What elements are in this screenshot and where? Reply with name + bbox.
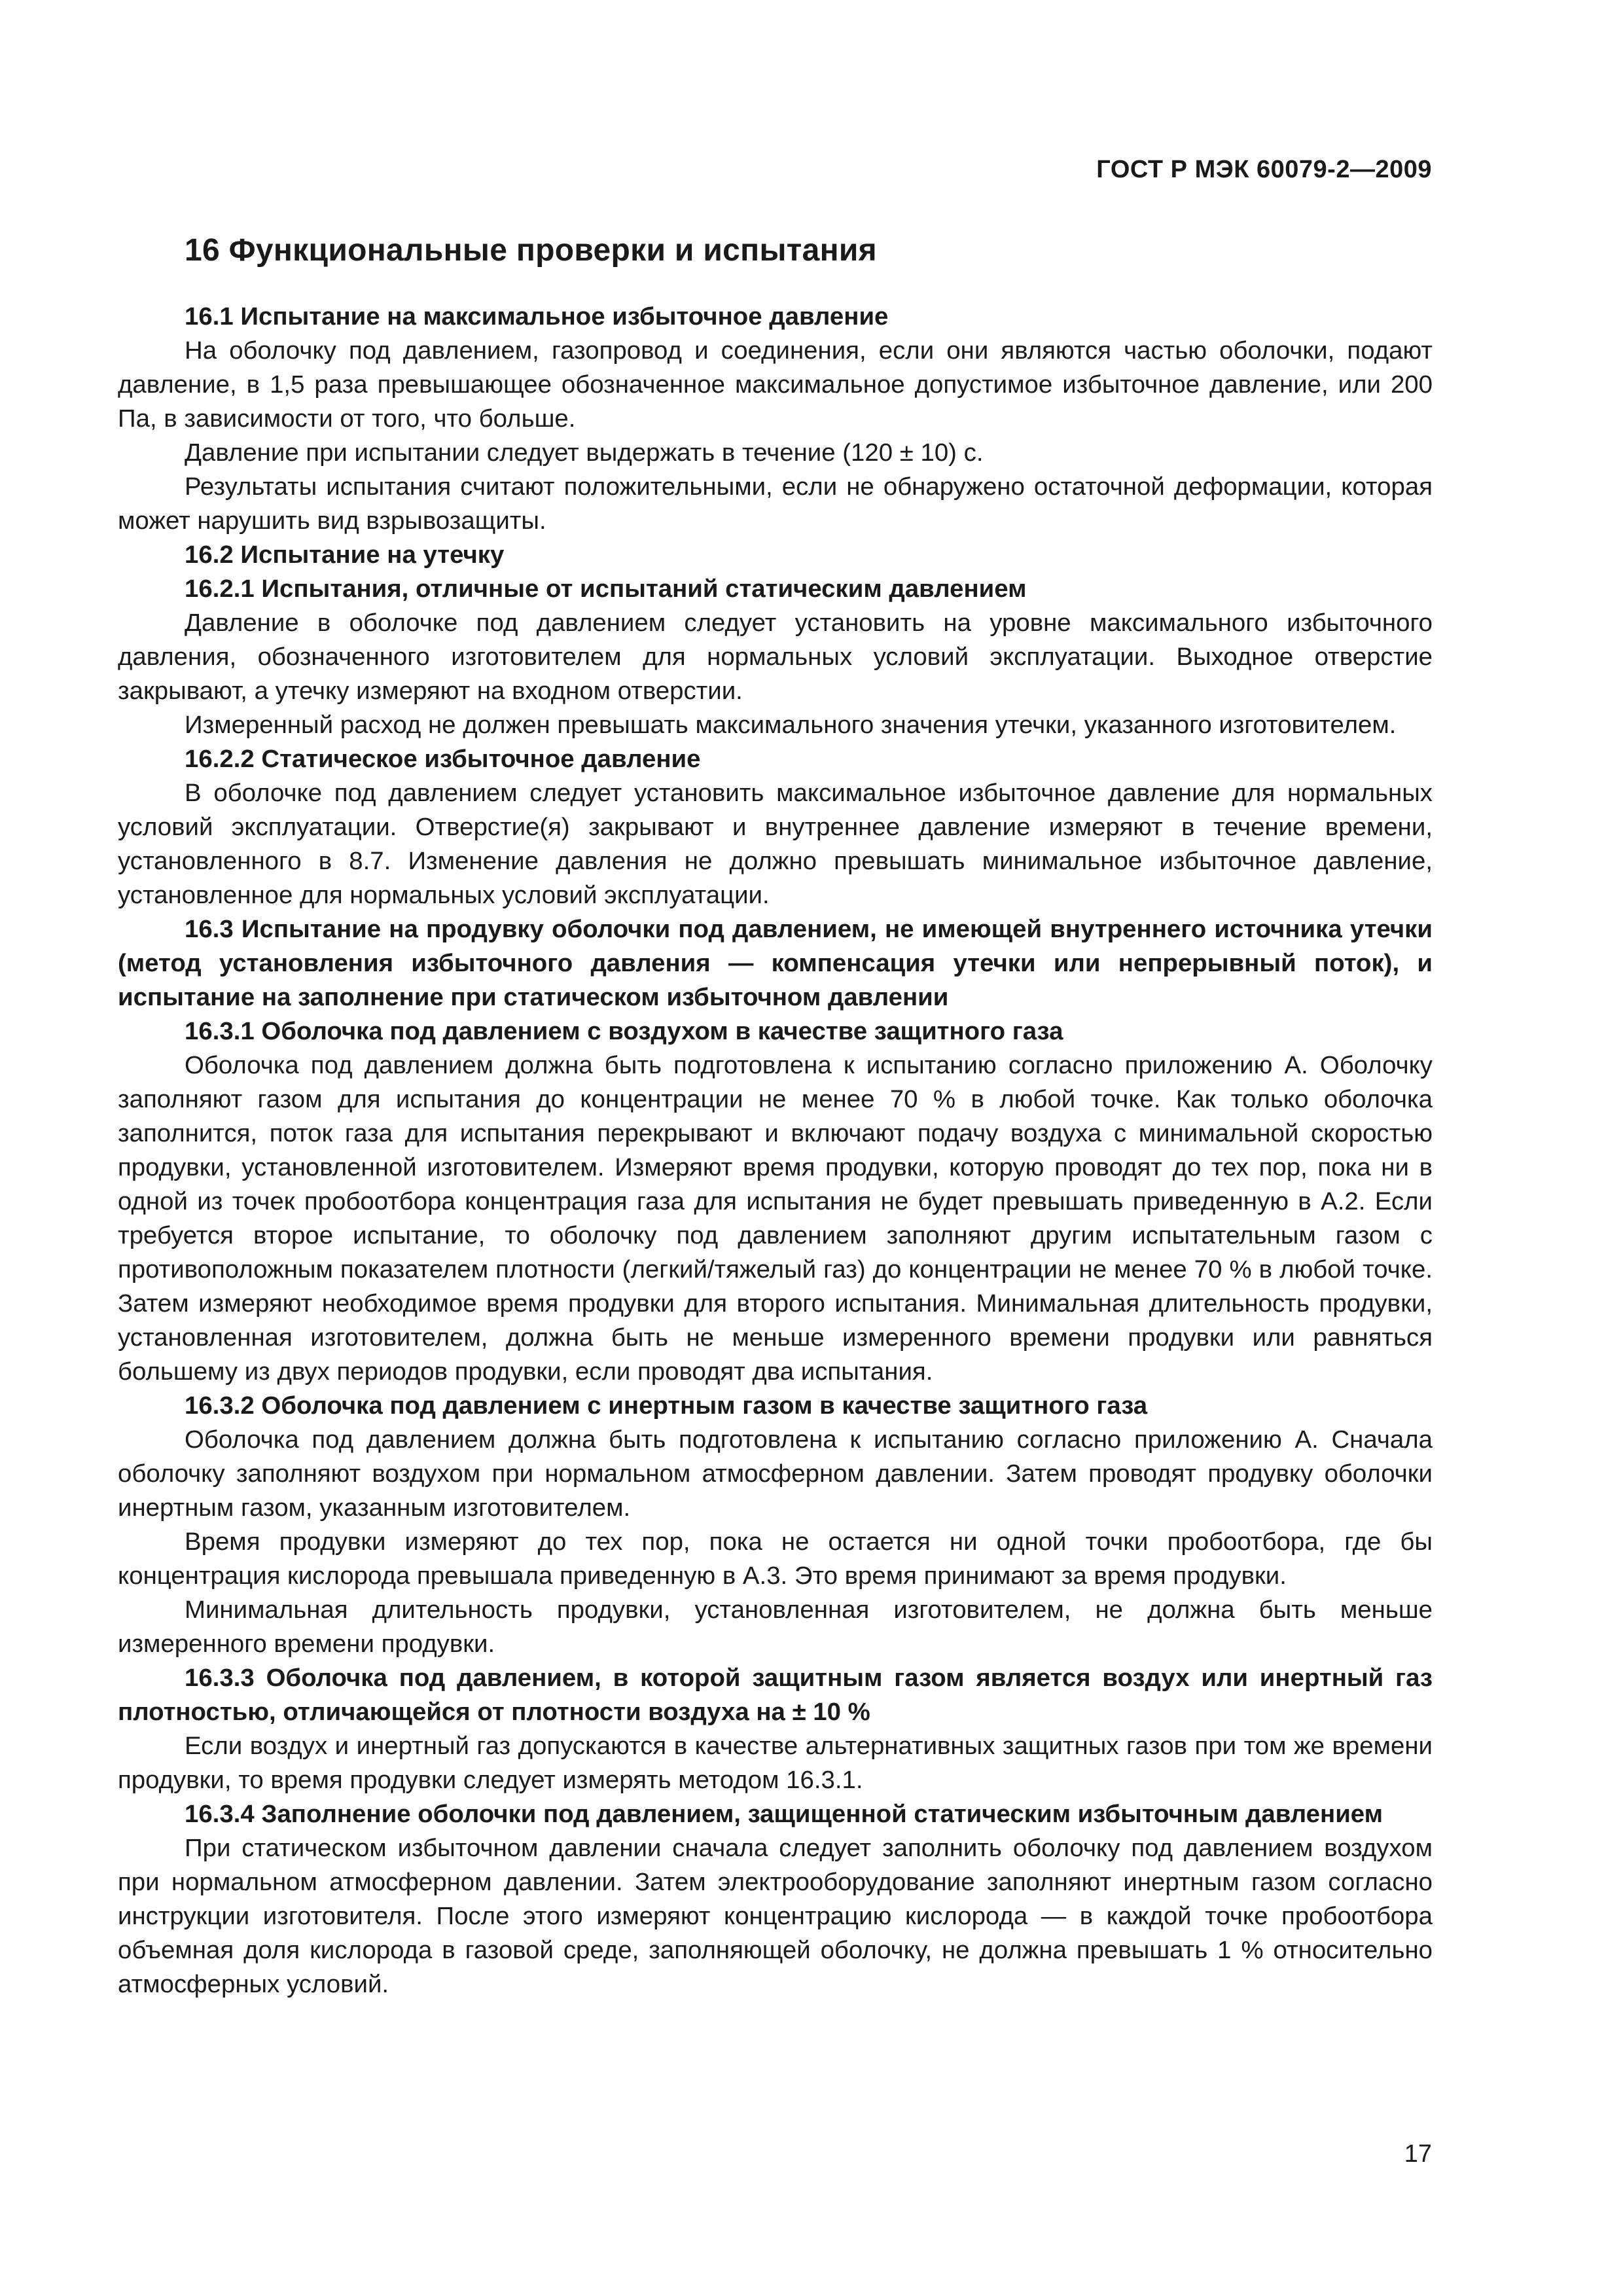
subsection-heading: 16.2.1 Испытания, отличные от испытаний статическим давлением <box>185 575 1027 603</box>
body-paragraph: Время продувки измеряют до тех пор, пока не остается ни одной точки пробоотбора, где бы концентрация кислорода превышала приведенную в А.3. Это время принимают за время продувки. <box>118 1528 1433 1590</box>
body-paragraph: Оболочка под давлением должна быть подготовлена к испытанию согласно приложению А. Сначала оболочку заполняют воздухом при нормальном атмосферном давлении. Затем проводят продувку оболочки инертным газом, указанным изготовителем. <box>118 1426 1433 1522</box>
body-paragraph: Давление в оболочке под давлением следует установить на уровне максимального избыточного давления, обозначенного изготовителем для нормальных условий эксплуатации. Выходное отверстие закрывают, а утечку измеряют на входном отверстии. <box>118 609 1433 705</box>
subsection-heading: 16.2 Испытание на утечку <box>185 541 505 569</box>
subsection-heading: 16.3.2 Оболочка под давлением с инертным газом в качестве защитного газа <box>185 1391 1148 1420</box>
body-paragraph: В оболочке под давлением следует установить максимальное избыточное давление для нормальных условий эксплуатации. Отверстие(я) закрывают и внутреннее давление измеряют в течение времени, установленного в 8.7. Изменение давления не должно превышать минимальное избыточное давление, установленное для нормальных условий эксплуатации. <box>118 779 1433 909</box>
body-paragraph: Если воздух и инертный газ допускаются в качестве альтернативных защитных газов при том же времени продувки, то время продувки следует измерять методом 16.3.1. <box>118 1732 1433 1794</box>
body-paragraph: На оболочку под давлением, газопровод и соединения, если они являются частью оболочки, подают давление, в 1,5 раза превышающее обозначенное максимальное допустимое избыточное давление, или 200 Па, в зависимости от того, что больше. <box>118 336 1433 433</box>
subsection-heading: 16.3.4 Заполнение оболочки под давлением, защищенной статическим избыточным давлением <box>185 1800 1383 1828</box>
subsection-heading: 16.2.2 Статическое избыточное давление <box>185 745 701 773</box>
section-body <box>118 300 1433 2001</box>
section-title: 16 Функциональные проверки и испытания <box>185 233 877 268</box>
body-paragraph: Минимальная длительность продувки, установленная изготовителем, не должна быть меньше измеренного времени продувки. <box>118 1596 1433 1658</box>
body-paragraph: Результаты испытания считают положительными, если не обнаружено остаточной деформации, которая может нарушить вид взрывозащиты. <box>118 473 1433 535</box>
subsection-heading: 16.3 Испытание на продувку оболочки под давлением, не имеющей внутреннего источника утечки (метод установления избыточного давления — компенсация утечки или непрерывный поток), и испытание на заполнение при статическом избыточном давлении <box>118 915 1433 1011</box>
subsection-heading: 16.1 Испытание на максимальное избыточное давление <box>185 302 889 331</box>
body-paragraph: Оболочка под давлением должна быть подготовлена к испытанию согласно приложению А. Оболочку заполняют газом для испытания до концентрации не менее 70 % в любой точке. Как только оболочка заполнится, поток газа для испытания перекрывают и включают подачу воздуха с минимальной скоростью продувки, установленной изготовителем. Измеряют время продувки, которую проводят до тех пор, пока ни в одной из точек пробоотбора концентрация газа для испытания не будет превышать приведенную в А.2. Если требуется второе испытание, то оболочку под давлением заполняют другим испытательным газом с противоположным показателем плотности (легкий/тяжелый газ) до концентрации не менее 70 % в любой точке. Затем измеряют необходимое время продувки для второго испытания. Минимальная длительность продувки, установленная изготовителем, должна быть не меньше измеренного времени продувки или равняться большему из двух периодов продувки, если проводят два испытания. <box>118 1051 1433 1386</box>
body-paragraph: Давление при испытании следует выдержать в течение (120 ± 10) с. <box>185 439 984 467</box>
subsection-heading: 16.3.3 Оболочка под давлением, в которой защитным газом является воздух или инертный газ плотностью, отличающейся от плотности воздуха на ± 10 % <box>118 1664 1433 1726</box>
body-paragraph: При статическом избыточном давлении сначала следует заполнить оболочку под давлением воздухом при нормальном атмосферном давлении. Затем электрооборудование заполняют инертным газом согласно инструкции изготовителя. После этого измеряют концентрацию кислорода — в каждой точке пробоотбора объемная доля кислорода в газовой среде, заполняющей оболочку, не должна превышать 1 % относительно атмосферных условий. <box>118 1834 1433 1998</box>
standard-code-header: ГОСТ Р МЭК 60079-2—2009 <box>1096 156 1432 183</box>
body-paragraph: Измеренный расход не должен превышать максимального значения утечки, указанного изготовителем. <box>185 711 1397 739</box>
subsection-heading: 16.3.1 Оболочка под давлением с воздухом в качестве защитного газа <box>185 1017 1063 1045</box>
page-number: 17 <box>1404 2140 1432 2168</box>
